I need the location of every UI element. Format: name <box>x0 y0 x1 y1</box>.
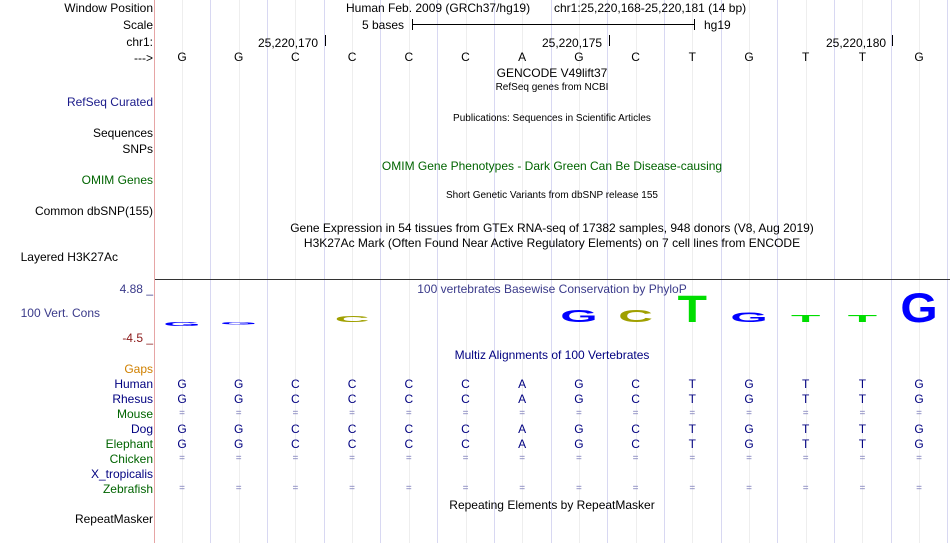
alignment-cell: = <box>689 408 696 419</box>
coord-tick-3 <box>892 35 893 46</box>
alignment-cell: C <box>404 377 414 391</box>
grid-line <box>267 0 268 543</box>
alignment-cell: C <box>347 437 357 451</box>
h3k27ac-track-desc: H3K27Ac Mark (Often Found Near Active Regulatory Elements) on 7 cell lines from ENCODE <box>303 236 801 250</box>
alignment-cell: = <box>179 453 185 464</box>
alignment-cell: T <box>802 392 810 406</box>
alignment-cell: = <box>292 408 299 419</box>
species-label-x_tropicalis[interactable]: X_tropicalis <box>90 467 153 481</box>
alignment-cell: = <box>405 408 412 419</box>
alignment-cell: C <box>631 377 640 391</box>
base-letter: C <box>291 50 300 64</box>
alignment-cell: C <box>404 422 414 436</box>
alignment-cell: T <box>802 377 810 391</box>
alignment-cell: C <box>291 422 300 436</box>
grid-line <box>891 0 892 543</box>
alignment-cell: G <box>744 437 754 451</box>
strand-label[interactable]: ---> <box>134 51 153 65</box>
grid-line <box>210 0 211 543</box>
alignment-cell: = <box>292 453 299 464</box>
base-letter: G <box>744 50 754 64</box>
grid-line <box>947 0 948 543</box>
refseq-track-desc: RefSeq genes from NCBI <box>495 82 609 93</box>
alignment-cell: C <box>631 422 640 436</box>
species-label-dog[interactable]: Dog <box>130 422 153 436</box>
species-label-chicken[interactable]: Chicken <box>109 452 153 466</box>
alignment-cell: G <box>574 437 584 451</box>
coord-label-1: 25,220,170 <box>258 36 319 50</box>
dbsnp-track-desc: Short Genetic Variants from dbSNP release 155 <box>446 190 658 201</box>
phylop-max-label: 4.88 _ <box>119 282 153 296</box>
track-label-snps[interactable]: SNPs <box>122 142 153 156</box>
conservation-logo-letter: T <box>847 313 878 325</box>
alignment-cell: = <box>916 483 923 494</box>
alignment-cell: T <box>858 377 867 391</box>
species-label-zebrafish[interactable]: Zebrafish <box>102 482 153 496</box>
alignment-cell: T <box>688 422 696 436</box>
chrom-label: chr1: <box>126 35 153 49</box>
base-letter: C <box>631 50 640 64</box>
alignment-cell: C <box>631 437 640 451</box>
alignment-cell: A <box>518 392 527 406</box>
scale-text: 5 bases <box>362 18 405 32</box>
phylop-track-desc: 100 vertebrates Basewise Conservation by PhyloP <box>417 282 687 296</box>
base-letter: T <box>688 50 696 64</box>
alignment-cell: G <box>914 377 924 391</box>
grid-line <box>777 0 778 543</box>
alignment-cell: G <box>234 422 244 436</box>
alignment-cell: T <box>858 392 867 406</box>
alignment-cell: = <box>235 483 242 494</box>
conservation-logo-letter: G <box>560 306 598 326</box>
alignment-cell: G <box>914 392 924 406</box>
track-label-gaps[interactable]: Gaps <box>124 362 153 376</box>
alignment-cell: G <box>914 437 924 451</box>
position-readout: chr1:25,220,168-25,220,181 (14 bp) <box>554 1 747 15</box>
alignment-cell: C <box>461 377 470 391</box>
alignment-cell: C <box>347 377 357 391</box>
alignment-cell: = <box>349 483 356 494</box>
alignment-cell: G <box>177 377 187 391</box>
alignment-cell: = <box>462 483 469 494</box>
alignment-cell: G <box>744 392 754 406</box>
species-label-human[interactable]: Human <box>114 377 153 391</box>
phylop-sequence-logo <box>0 280 950 340</box>
alignment-cell: C <box>631 392 640 406</box>
alignment-cell: = <box>746 483 752 494</box>
alignment-cell: G <box>744 377 754 391</box>
track-label-column <box>0 0 155 543</box>
alignment-cell: = <box>405 453 412 464</box>
alignment-cell: = <box>519 453 526 464</box>
alignment-cell: = <box>349 453 356 464</box>
gtex-track-desc: Gene Expression in 54 tissues from GTEx RNA-seq of 17382 samples, 948 donors (V8, Aug 2019) <box>290 221 814 235</box>
track-label-layered-h3k27ac[interactable]: Layered H3K27Ac <box>20 250 118 264</box>
publications-track-desc: Publications: Sequences in Scientific Articles <box>453 113 651 124</box>
conservation-logo-letter: G <box>900 284 938 332</box>
alignment-cell: G <box>574 392 584 406</box>
alignment-cell: = <box>519 408 526 419</box>
alignment-cell: = <box>689 483 696 494</box>
coord-label-2: 25,220,175 <box>542 36 603 50</box>
alignment-cell: = <box>292 483 299 494</box>
multiz-track-desc: Multiz Alignments of 100 Vertebrates <box>454 348 650 362</box>
alignment-cell: = <box>179 483 185 494</box>
grid-line <box>834 0 835 543</box>
base-letter: G <box>177 50 187 64</box>
alignment-cell: C <box>291 437 300 451</box>
alignment-cell: = <box>859 453 866 464</box>
alignment-cell: = <box>632 483 639 494</box>
conservation-logo-letter: G <box>730 309 768 326</box>
alignment-cell: = <box>462 453 469 464</box>
conservation-logo-letter: G <box>220 321 258 326</box>
conservation-logo-letter: C <box>618 306 653 326</box>
species-label-elephant[interactable]: Elephant <box>105 437 153 451</box>
alignment-cell: = <box>575 483 582 494</box>
alignment-cell: = <box>916 453 923 464</box>
alignment-cell: T <box>858 422 867 436</box>
alignment-cell: = <box>575 453 582 464</box>
alignment-cell: = <box>235 453 242 464</box>
alignment-cell: = <box>802 408 809 419</box>
assembly-title: Human Feb. 2009 (GRCh37/hg19) <box>346 1 531 15</box>
scale-label: Scale <box>122 18 153 32</box>
base-letter: T <box>802 50 810 64</box>
track-label-sequences[interactable]: Sequences <box>92 126 153 140</box>
track-label-omim[interactable]: OMIM Genes <box>81 173 153 187</box>
conservation-logo-letter: G <box>163 321 201 328</box>
species-label-mouse[interactable]: Mouse <box>116 407 153 421</box>
alignment-cell: G <box>234 377 244 391</box>
base-letter: G <box>914 50 924 64</box>
track-label-refseq[interactable]: RefSeq Curated <box>66 95 153 109</box>
alignment-cell: = <box>632 408 639 419</box>
alignment-cell: = <box>519 483 526 494</box>
alignment-cell: T <box>858 437 867 451</box>
grid-line <box>437 0 438 543</box>
alignment-cell: C <box>291 377 300 391</box>
alignment-cell: = <box>746 408 752 419</box>
phylop-min-label: -4.5 _ <box>122 331 153 345</box>
alignment-cell: T <box>688 437 696 451</box>
omim-track-desc: OMIM Gene Phenotypes - Dark Green Can Be Disease-causing <box>381 159 723 173</box>
alignment-cell: = <box>859 483 866 494</box>
alignment-cell: C <box>404 437 414 451</box>
alignment-cell: A <box>518 437 527 451</box>
alignment-cell: = <box>689 453 696 464</box>
alignment-cell: = <box>859 408 866 419</box>
alignment-cell: = <box>916 408 923 419</box>
coord-tick-1 <box>325 35 326 46</box>
coord-label-3: 25,220,180 <box>826 36 887 50</box>
alignment-cell: G <box>574 422 584 436</box>
alignment-cell: G <box>177 422 187 436</box>
alignment-cell: T <box>688 377 696 391</box>
coord-tick-2 <box>609 35 610 46</box>
alignment-cell: T <box>802 437 810 451</box>
grid-line <box>324 0 325 543</box>
base-letter: C <box>404 50 414 64</box>
alignment-cell: C <box>347 422 357 436</box>
alignment-cell: C <box>347 392 357 406</box>
alignment-cell: T <box>688 392 696 406</box>
alignment-cell: = <box>746 453 752 464</box>
alignment-cell: = <box>405 483 412 494</box>
window-position-label: Window Position <box>64 1 153 15</box>
alignment-cell: C <box>461 392 470 406</box>
alignment-cell: A <box>518 422 527 436</box>
scale-db: hg19 <box>704 18 731 32</box>
track-label-repeatmasker[interactable]: RepeatMasker <box>74 512 153 526</box>
grid-line <box>380 0 381 543</box>
conservation-logo-letter: C <box>334 314 370 325</box>
repeatmasker-track-desc: Repeating Elements by RepeatMasker <box>449 498 655 512</box>
conservation-logo-letter: T <box>677 288 707 331</box>
base-letter: T <box>858 50 867 64</box>
base-letter: G <box>574 50 584 64</box>
alignment-cell: = <box>179 408 185 419</box>
alignment-cell: = <box>802 483 809 494</box>
alignment-cell: G <box>177 437 187 451</box>
grid-line <box>721 0 722 543</box>
alignment-cell: = <box>575 408 582 419</box>
base-letter: C <box>347 50 357 64</box>
conservation-logo-letter: T <box>791 313 821 325</box>
alignment-cell: C <box>291 392 300 406</box>
grid-line <box>664 0 665 543</box>
alignment-cell: = <box>632 453 639 464</box>
alignment-cell: G <box>234 437 244 451</box>
alignment-cell: G <box>574 377 584 391</box>
base-letter: A <box>518 50 527 64</box>
alignment-cell: A <box>518 377 527 391</box>
base-letter: G <box>234 50 244 64</box>
alignment-cell: = <box>462 408 469 419</box>
base-letter: C <box>461 50 470 64</box>
alignment-cell: C <box>404 392 414 406</box>
alignment-cell: C <box>461 422 470 436</box>
alignment-cell: G <box>234 392 244 406</box>
alignment-cell: G <box>744 422 754 436</box>
alignment-cell: = <box>235 408 242 419</box>
track-label-common-dbsnp[interactable]: Common dbSNP(155) <box>34 204 153 218</box>
species-label-rhesus[interactable]: Rhesus <box>112 392 153 406</box>
alignment-cell: G <box>914 422 924 436</box>
alignment-cell: G <box>177 392 187 406</box>
alignment-cell: = <box>349 408 356 419</box>
track-label-vert-cons[interactable]: 100 Vert. Cons <box>20 306 100 320</box>
alignment-cell: T <box>802 422 810 436</box>
alignment-cell: C <box>461 437 470 451</box>
alignment-cell: = <box>802 453 809 464</box>
gencode-track-title[interactable]: GENCODE V49lift37 <box>496 66 608 80</box>
